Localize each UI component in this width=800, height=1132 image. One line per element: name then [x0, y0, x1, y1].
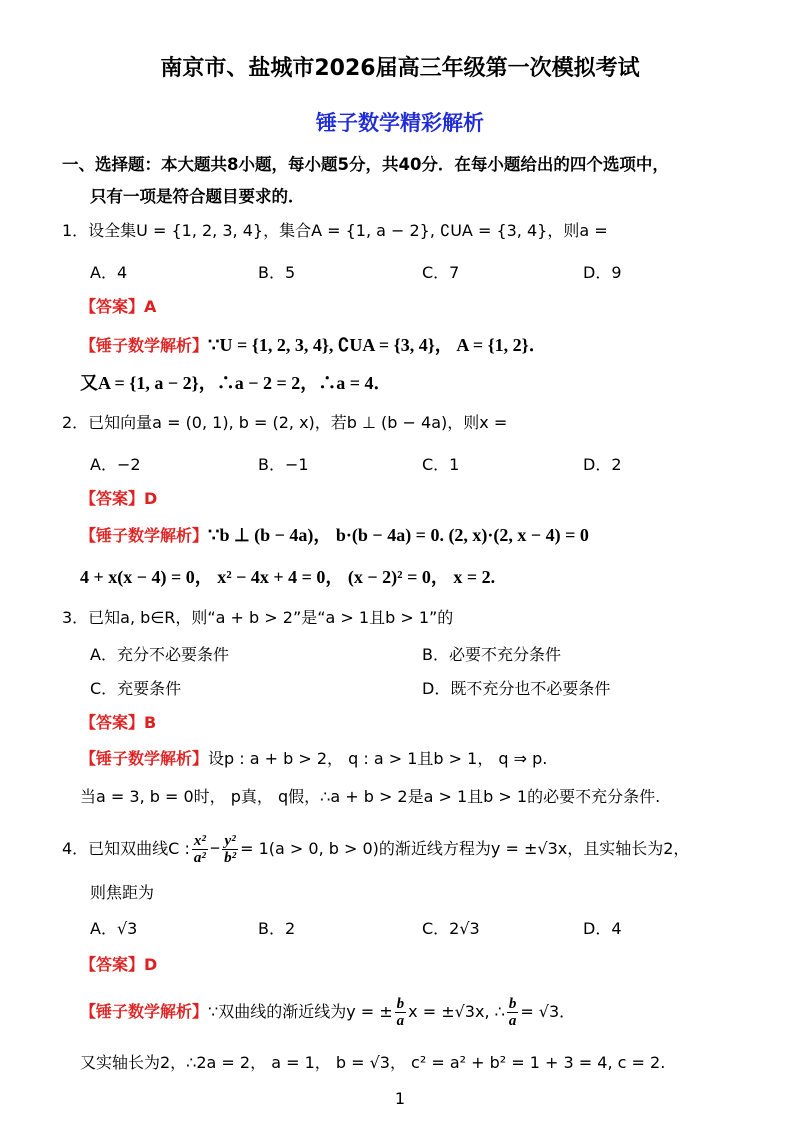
q4-option-c: C．2√3 [422, 919, 480, 938]
fraction-x2-a2 [192, 833, 208, 866]
fraction-numerator: y² [222, 833, 238, 850]
analysis-text: 又实轴长为2，∴2a = 2， a = 1， b = √3， c² = a² + b² = 1 + 3 = 4, c = 2. [80, 1053, 666, 1072]
q4-option-b: B．2 [258, 919, 296, 938]
q2-answer [80, 488, 157, 510]
analysis-text: 4 + x(x − 4) = 0， x² − 4x + 4 = 0， (x − 2)² = 0， x = 2. [80, 567, 496, 587]
q1-answer [80, 296, 156, 318]
answer-label: 【答案】 [80, 489, 145, 508]
q2-analysis [80, 524, 589, 547]
q1-option-d: D．9 [583, 263, 622, 282]
section-heading: 一、选择题：本大题共8小题，每小题5分，共40分．在每小题给出的四个选项中， [62, 155, 669, 174]
question-3-stem: 3．已知a, b∈R，则“a + b > 2”是“a > 1且b > 1”的 [62, 608, 454, 627]
fraction-b-a [507, 996, 519, 1029]
q1-option-b: B．5 [258, 263, 296, 282]
answer-value: D [144, 489, 158, 508]
fraction-denominator: a [508, 1013, 517, 1029]
q2-option-b: B．−1 [258, 455, 309, 474]
answer-label: 【答案】 [80, 713, 145, 732]
page-title: 南京市、盐城市2026届高三年级第一次模拟考试 [160, 56, 640, 81]
q4-option-a: A．√3 [90, 919, 138, 938]
q1-analysis-cont [80, 372, 391, 395]
analysis-label: 【锤子数学解析】 [80, 749, 209, 768]
q2-analysis-cont [80, 566, 495, 589]
fraction-denominator: b² [224, 850, 237, 866]
q3-answer [80, 712, 156, 734]
q4-analysis-cont [80, 1052, 665, 1074]
analysis-text: = √3． [520, 1002, 576, 1021]
q2-option-d: D．2 [583, 455, 622, 474]
analysis-text: 当a = 3, b = 0时， p真， q假，∴a + b > 2是a > 1且b > 1的必要不充分条件. [80, 787, 661, 806]
page-number: 1 [394, 1089, 406, 1108]
answer-label: 【答案】 [80, 297, 145, 316]
q2-option-a: A．−2 [90, 455, 141, 474]
fraction-denominator: a² [193, 850, 206, 866]
fraction-denominator: a [396, 1013, 405, 1029]
q3-option-b: B．必要不充分条件 [422, 645, 561, 664]
q1-option-c: C．7 [422, 263, 460, 282]
q4-stem-start: 4．已知双曲线C : [62, 839, 190, 858]
analysis-text: x = ±√3x, ∴ [408, 1002, 505, 1021]
q3-analysis-cont [80, 786, 660, 808]
q4-option-d: D．4 [583, 919, 622, 938]
analysis-text: ∵b ⊥ (b − 4a)， b·(b − 4a) = 0. (2, x)·(2, x − 4) = 0 [208, 525, 589, 545]
fraction-numerator: b [396, 996, 405, 1012]
q3-option-c: C．充要条件 [90, 679, 182, 698]
question-4-stem-cont: 则焦距为 [90, 883, 155, 902]
analysis-text: ∵U = {1, 2, 3, 4}, ∁UA = {3, 4}， A = {1, 2}． [208, 335, 547, 355]
fraction-numerator: b [508, 996, 517, 1012]
question-4-stem [62, 826, 689, 871]
answer-value: B [144, 713, 157, 732]
question-1-stem: 1．设全集U = {1, 2, 3, 4}，集合A = {1, a − 2}, ∁UA = {3, 4}，则a = [62, 221, 608, 240]
q4-stem-end: = 1(a > 0, b > 0)的渐近线方程为y = ±√3x，且实轴长为2， [240, 839, 690, 858]
fraction-numerator: x² [193, 833, 206, 849]
q2-option-c: C．1 [422, 455, 460, 474]
answer-value: A [144, 297, 157, 316]
q4-analysis [80, 990, 575, 1034]
fraction-y2-b2 [222, 833, 238, 866]
q3-option-a: A．充分不必要条件 [90, 645, 229, 664]
section-heading-cont: 只有一项是符合题目要求的． [90, 187, 305, 206]
analysis-label: 【锤子数学解析】 [80, 526, 209, 545]
q1-analysis [80, 334, 547, 357]
analysis-text: 设p : a + b > 2， q : a > 1且b > 1， q ⇒ p. [208, 749, 548, 768]
q3-option-d: D．既不充分也不必要条件 [422, 679, 611, 698]
minus-sign: − [209, 838, 221, 858]
question-2-stem: 2．已知向量a = (0, 1), b = (2, x)，若b ⊥ (b − 4a)，则x = [62, 413, 508, 432]
q3-analysis [80, 748, 547, 770]
answer-label: 【答案】 [80, 955, 145, 974]
q1-option-a: A．4 [90, 263, 128, 282]
analysis-text: 又A = {1, a − 2}，∴a − 2 = 2，∴a = 4． [80, 373, 392, 393]
answer-value: D [144, 955, 158, 974]
q4-answer [80, 954, 157, 976]
fraction-b-a [395, 996, 407, 1029]
page-subtitle: 锤子数学精彩解析 [316, 111, 484, 135]
analysis-text: ∵双曲线的渐近线为y = ± [208, 1002, 393, 1021]
analysis-label: 【锤子数学解析】 [80, 1002, 209, 1021]
analysis-label: 【锤子数学解析】 [80, 336, 209, 355]
